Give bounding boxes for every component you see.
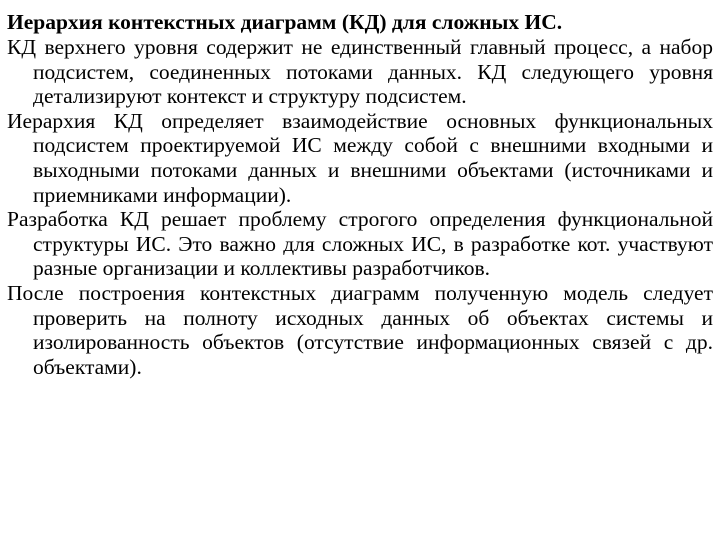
slide-title: Иерархия контекстных диаграмм (КД) для сложных ИС. (7, 10, 563, 34)
slide-content (7, 10, 713, 379)
paragraph-cd-development: Разработка КД решает проблему строгого определения функциональной структуры ИС. Это важно для сложных ИС, в разработке кот. участвуют разные организации и коллективы разработчиков. (7, 207, 713, 281)
paragraph-top-level-cd: КД верхнего уровня содержит не единственный главный процесс, а набор подсистем, соединенных потоками данных. КД следующего уровня детализируют контекст и структуру подсистем. (7, 35, 713, 109)
paragraph-cd-hierarchy: Иерархия КД определяет взаимодействие основных функциональных подсистем проектируемой ИС между собой с внешними входными и выходными потоками данных и внешними объектами (источниками и приемниками информации). (7, 108, 713, 207)
paragraph-model-verification: После построения контекстных диаграмм полученную модель следует проверить на полноту исходных данных об объектах системы и изолированность объектов (отсутствие информационных связей с др. объектами). (7, 280, 713, 379)
